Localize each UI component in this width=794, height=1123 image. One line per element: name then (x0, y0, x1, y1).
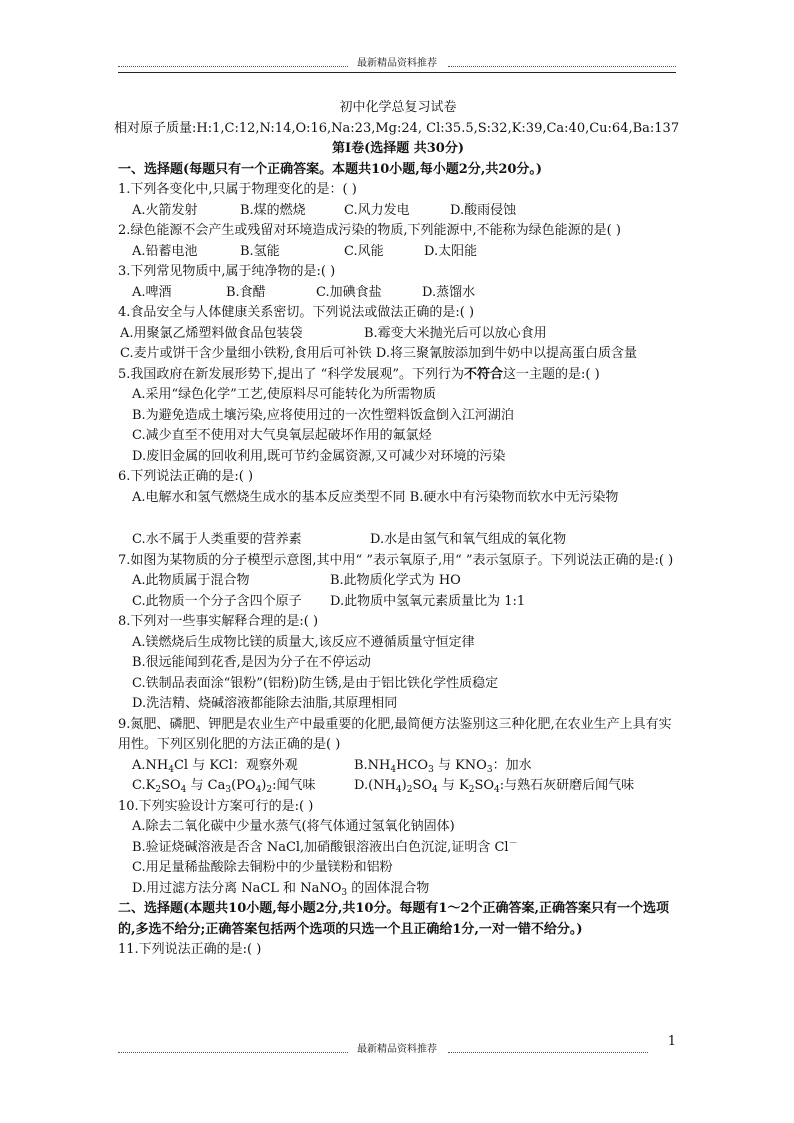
section-1-title: 一、选择题(每题只有一个正确答案。本题共10小题,每小题2分,共20分。) (118, 161, 543, 177)
q2-option-d: D.太阳能 (424, 243, 478, 259)
volume-title: 第Ⅰ卷(选择题 共30分) (332, 141, 464, 156)
question-8: 8.下列对一些事实解释合理的是:( ) (118, 614, 319, 629)
q5-option-d: D.废旧金属的回收利用,既可节约金属资源,又可减少对环境的污染 (132, 448, 506, 464)
q3-options (118, 283, 678, 304)
q1-option-d: D.酸雨侵蚀 (450, 202, 517, 218)
q9-option-c: $C.K_2SO_4$ 与 $Ca_3(PO_4)_2$:闻气味 (132, 778, 316, 795)
q1-option-b: B.煤的燃烧 (240, 202, 306, 218)
q7-option-c: C.此物质一个分子含四个原子 (132, 593, 302, 609)
page-number: 1 (667, 1034, 676, 1049)
q10-option-b: B.验证烧碱溶液是否含 NaCl,加硝酸银溶液出白色沉淀,证明含 Cl－ (132, 838, 518, 855)
q10-option-a: A.除去二氧化碳中少量水蒸气(将气体通过氢氧化钠固体) (132, 819, 455, 834)
q8-option-b: B.很远能闻到花香,是因为分子在不停运动 (132, 655, 371, 670)
header-rule (118, 72, 676, 73)
q4-option-a: A.用聚氯乙烯塑料做食品包装袋 (120, 325, 303, 341)
q9-option-b: $B.NH_4HCO_3$ 与 $KNO_3$：加水 (354, 757, 532, 775)
q10-option-d: D.用过滤方法分离 NaCL 和 NaNO$_3$ 的固体混合物 (132, 880, 430, 898)
q2-option-c: C.风能 (344, 243, 384, 259)
exam-content (114, 98, 680, 961)
q7-option-b: B.此物质化学式为 HO (330, 573, 461, 588)
q4-option-b: B.霉变大米抛光后可以放心食用 (364, 325, 547, 341)
q4-options-ab (118, 324, 678, 345)
section-2-title: 二、选择题(本题共10小题,每小题2分,共10分。每题有1～2个正确答案,正确答案只有一个选项的,多选不给分;正确答案包括两个选项的只选一个且正确给1分,一对一错不给分。) (118, 901, 670, 937)
q7-option-a: A.此物质属于混合物 (132, 573, 250, 588)
question-9: 9.氮肥、磷肥、钾肥是农业生产中最重要的化肥,最简便方法鉴别这三种化肥,在农业生产上具有实用性。下列区别化肥的方法正确的是( ) (118, 716, 672, 752)
q4-options-cd: C.麦片或饼干含少量细小铁粉,食用后可补铁 D.将三聚氰胺添加到牛奶中以提高蛋白质含量 (120, 346, 637, 361)
question-4: 4.食品安全与人体健康关系密切。下列说法或做法正确的是:( ) (118, 305, 475, 320)
question-11: 11.下列说法正确的是:( ) (118, 942, 262, 957)
question-5: 5.我国政府在新发展形势下,提出了 “科学发展观”。下列行为不符合这一主题的是:( ) (118, 366, 600, 382)
q10-option-c: C.用足量稀盐酸除去铜粉中的少量镁粉和铝粉 (132, 860, 393, 875)
q9-option-a: $A.NH_4Cl$ 与 KCl：观察外观 (132, 757, 298, 775)
header-text: 最新精品资料推荐 (351, 58, 443, 69)
q3-option-d: D.蒸馏水 (422, 284, 476, 300)
question-2: 2.绿色能源不会产生或残留对环境造成污染的物质,下列能源中,不能称为绿色能源的是( ) (118, 223, 621, 238)
q3-option-b: B.食醋 (226, 284, 266, 300)
question-1: 1.下列各变化中,只属于物理变化的是：( ) (118, 182, 357, 197)
q2-option-a: A.铅蓄电池 (132, 243, 198, 259)
q6-option-d: D.水是由氢气和氧气组成的氧化物 (370, 532, 567, 547)
q1-option-c: C.风力发电 (344, 202, 410, 218)
question-7: 7.如图为某物质的分子模型示意图,其中用“ ”表示氧原子,用“ ”表示氢原子。下列说法正确的是:( ) (118, 552, 674, 568)
question-3: 3.下列常见物质中,属于纯净物的是:( ) (118, 264, 336, 279)
q6-options-ab: A.电解水和氢气燃烧生成水的基本反应类型不同 B.硬水中有污染物而软水中无污染物 (132, 489, 619, 505)
q2-option-b: B.氢能 (240, 243, 280, 259)
q9-options-cd (118, 776, 678, 797)
q8-option-d: D.洗洁精、烧碱溶液都能除去油脂,其原理相同 (132, 696, 398, 711)
q5-option-a: A.采用“绿色化学”工艺,使原料尽可能转化为所需物质 (132, 387, 436, 402)
question-6: 6.下列说法正确的是:( ) (118, 469, 254, 484)
page-header (118, 56, 676, 70)
q9-option-d: $D.(NH_4)_2SO_4$ 与 $K_2SO_4$:与熟石灰研磨后闻气味 (354, 778, 635, 795)
q5-option-c: C.减少直至不使用对大气臭氧层起破坏作用的氟氯烃 (132, 428, 432, 443)
q9-options-ab (118, 756, 678, 777)
q8-option-c: C.铁制品表面涂“银粉”(铝粉)防生锈,是由于铝比铁化学性质稳定 (132, 675, 499, 691)
q2-options (118, 242, 678, 263)
q6-option-c: C.水不属于人类重要的营养素 (132, 532, 302, 547)
q3-option-c: C.加碘食盐 (316, 284, 382, 300)
q7-option-d: D.此物质中氢氧元素质量比为 1:1 (330, 593, 526, 609)
q8-option-a: A.镁燃烧后生成物比镁的质量大,该反应不遵循质量守恒定律 (132, 634, 475, 650)
footer-text: 最新精品资料推荐 (351, 1044, 443, 1055)
q3-option-a: A.啤酒 (132, 284, 172, 300)
q7-options-cd (118, 592, 678, 613)
question-10: 10.下列实验设计方案可行的是:( ) (118, 798, 314, 814)
q1-options (118, 201, 678, 222)
q7-options-ab (118, 571, 678, 592)
atomic-masses: 相对原子质量:H:1,C:12,N:14,O:16,Na:23,Mg:24, Cl:35.5,S:32,K:39,Ca:40,Cu:64,Ba:137 (114, 120, 680, 136)
page-footer (118, 1034, 676, 1058)
exam-title: 初中化学总复习试卷 (339, 100, 457, 115)
q1-option-a: A.火箭发射 (132, 202, 198, 218)
q6-options-cd (118, 530, 678, 551)
q5-option-b: B.为避免造成土壤污染,应将使用过的一次性塑料饭盒倒入江河湖泊 (132, 407, 514, 423)
